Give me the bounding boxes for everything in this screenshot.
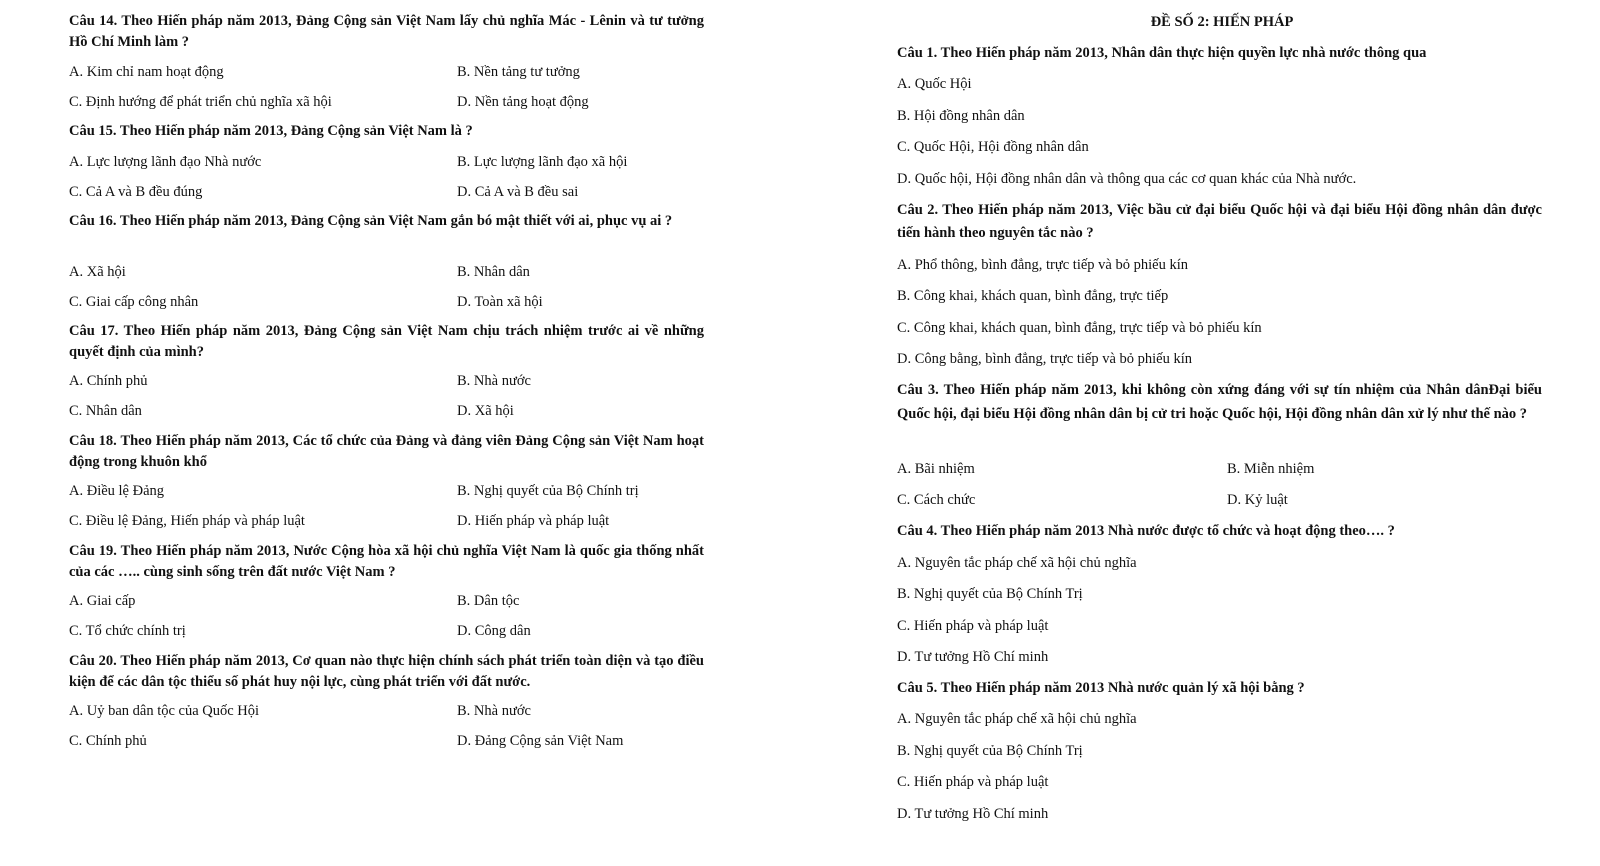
q17-option-d: D. Xã hội <box>457 403 514 419</box>
q14-option-b: B. Nền tảng tư tưởng <box>457 64 580 80</box>
q3-option-a: A. Bãi nhiệm <box>897 461 975 477</box>
q16-option-c: C. Giai cấp công nhân <box>69 294 199 310</box>
q1-option-c: C. Quốc Hội, Hội đồng nhân dân <box>897 139 1089 155</box>
question-17: Câu 17. Theo Hiến pháp năm 2013, Đảng Cộng sản Việt Nam chịu trách nhiệm trước ai về những quyết định của mình? <box>69 323 704 360</box>
section-title: ĐỀ SỐ 2: HIẾN PHÁP <box>1150 14 1294 30</box>
q20-option-a: A. Uỷ ban dân tộc của Quốc Hội <box>69 703 260 719</box>
q2-option-d: D. Công bằng, bình đẳng, trực tiếp và bỏ phiếu kín <box>897 351 1192 367</box>
q4-option-b: B. Nghị quyết của Bộ Chính Trị <box>897 586 1083 602</box>
q15-option-d: D. Cả A và B đều sai <box>457 184 579 200</box>
q4-option-c: C. Hiến pháp và pháp luật <box>897 618 1049 634</box>
question-2: Câu 2. Theo Hiến pháp năm 2013, Việc bầu cử đại biểu Quốc hội và đại biểu Hội đồng nhân dân được tiến hành theo nguyên tắc nào ? <box>897 202 1542 241</box>
q1-option-a: A. Quốc Hội <box>897 76 972 92</box>
q4-option-d: D. Tư tưởng Hồ Chí minh <box>897 649 1049 665</box>
q20-option-b: B. Nhà nước <box>457 703 531 719</box>
q2-option-a: A. Phổ thông, bình đẳng, trực tiếp và bỏ phiếu kín <box>897 257 1188 273</box>
q17-option-b: B. Nhà nước <box>457 373 531 389</box>
q4-option-a: A. Nguyên tắc pháp chế xã hội chủ nghĩa <box>897 555 1137 571</box>
q5-option-c: C. Hiến pháp và pháp luật <box>897 774 1049 790</box>
q1-option-d: D. Quốc hội, Hội đồng nhân dân và thông qua các cơ quan khác của Nhà nước. <box>897 171 1357 187</box>
q5-option-a: A. Nguyên tắc pháp chế xã hội chủ nghĩa <box>897 711 1137 727</box>
q2-option-b: B. Công khai, khách quan, bình đẳng, trực tiếp <box>897 288 1169 304</box>
q15-option-b: B. Lực lượng lãnh đạo xã hội <box>457 154 628 170</box>
q18-option-d: D. Hiến pháp và pháp luật <box>457 513 610 529</box>
q16-option-d: D. Toàn xã hội <box>457 294 543 310</box>
question-18: Câu 18. Theo Hiến pháp năm 2013, Các tổ chức của Đảng và đảng viên Đảng Cộng sản Việt Nam hoạt động trong khuôn khổ <box>69 433 704 470</box>
q5-option-d: D. Tư tưởng Hồ Chí minh <box>897 806 1049 822</box>
q5-option-b: B. Nghị quyết của Bộ Chính Trị <box>897 743 1083 759</box>
question-19: Câu 19. Theo Hiến pháp năm 2013, Nước Cộng hòa xã hội chủ nghĩa Việt Nam là quốc gia thống nhất của các ….. cùng sinh sống trên đất nước Việt Nam ? <box>69 543 704 580</box>
question-1: Câu 1. Theo Hiến pháp năm 2013, Nhân dân thực hiện quyền lực nhà nước thông qua <box>897 45 1427 61</box>
q19-option-c: C. Tổ chức chính trị <box>69 623 186 639</box>
q3-option-d: D. Kỷ luật <box>1227 492 1288 508</box>
q19-option-a: A. Giai cấp <box>69 593 136 609</box>
q2-option-c: C. Công khai, khách quan, bình đẳng, trực tiếp và bỏ phiếu kín <box>897 320 1262 336</box>
q19-option-d: D. Công dân <box>457 623 531 639</box>
q17-option-c: C. Nhân dân <box>69 403 142 419</box>
q17-option-a: A. Chính phủ <box>69 373 148 389</box>
question-5: Câu 5. Theo Hiến pháp năm 2013 Nhà nước quản lý xã hội bằng ? <box>897 680 1305 696</box>
q15-option-c: C. Cả A và B đều đúng <box>69 184 203 200</box>
question-20: Câu 20. Theo Hiến pháp năm 2013, Cơ quan nào thực hiện chính sách phát triển toàn diện và tạo điều kiện để các dân tộc thiểu số phát huy nội lực, cùng phát triển với đất nước. <box>69 653 704 690</box>
q14-option-a: A. Kim chỉ nam hoạt động <box>69 64 224 80</box>
q14-option-d: D. Nền tảng hoạt động <box>457 94 589 110</box>
q1-option-b: B. Hội đồng nhân dân <box>897 108 1025 124</box>
q20-option-c: C. Chính phủ <box>69 733 147 749</box>
q20-option-d: D. Đảng Cộng sản Việt Nam <box>457 733 624 749</box>
question-3: Câu 3. Theo Hiến pháp năm 2013, khi không còn xứng đáng với sự tín nhiệm của Nhân dânĐại biểu Quốc hội, đại biểu Hội đồng nhân dân bị cử tri hoặc Quốc hội, Hội đồng nhân dân xử lý như thế nào ? <box>897 382 1542 422</box>
question-15: Câu 15. Theo Hiến pháp năm 2013, Đảng Cộng sản Việt Nam là ? <box>69 123 473 139</box>
q15-option-a: A. Lực lượng lãnh đạo Nhà nước <box>69 154 262 170</box>
q18-option-c: C. Điều lệ Đảng, Hiến pháp và pháp luật <box>69 513 305 529</box>
q14-option-c: C. Định hướng để phát triển chủ nghĩa xã hội <box>69 94 332 110</box>
q18-option-a: A. Điều lệ Đảng <box>69 483 165 499</box>
q16-option-b: B. Nhân dân <box>457 264 530 280</box>
q18-option-b: B. Nghị quyết của Bộ Chính trị <box>457 483 639 499</box>
q3-option-c: C. Cách chức <box>897 492 976 508</box>
q3-option-b: B. Miễn nhiệm <box>1227 461 1315 477</box>
question-4: Câu 4. Theo Hiến pháp năm 2013 Nhà nước được tổ chức và hoạt động theo…. ? <box>897 523 1395 539</box>
q16-option-a: A. Xã hội <box>69 264 126 280</box>
q19-option-b: B. Dân tộc <box>457 593 520 609</box>
question-16: Câu 16. Theo Hiến pháp năm 2013, Đảng Cộng sản Việt Nam gắn bó mật thiết với ai, phục vụ ai ? <box>69 213 673 229</box>
question-14: Câu 14. Theo Hiến pháp năm 2013, Đảng Cộng sản Việt Nam lấy chủ nghĩa Mác - Lênin và tư tưởng Hồ Chí Minh làm ? <box>69 13 704 50</box>
